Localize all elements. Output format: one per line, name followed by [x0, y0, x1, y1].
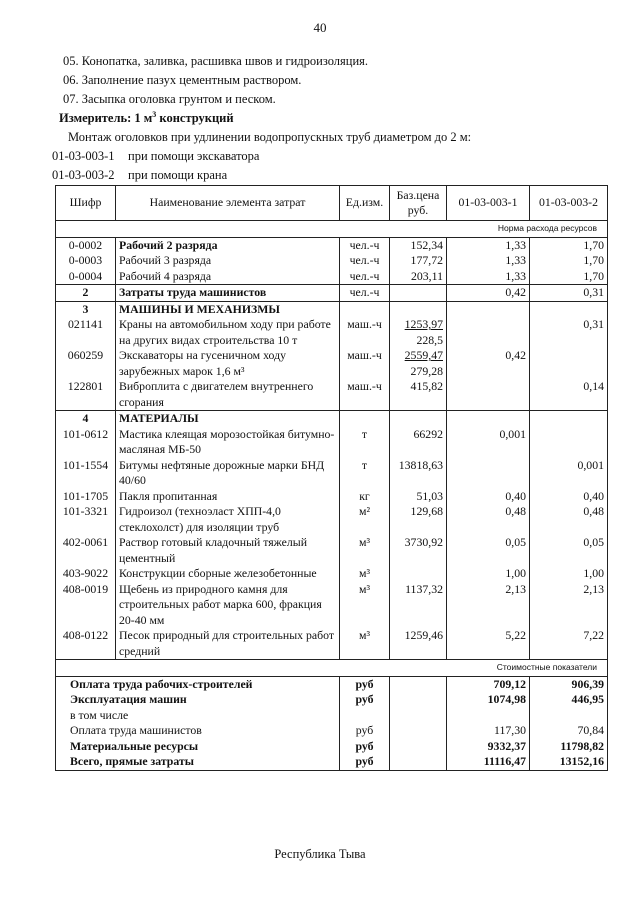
section-row: [56, 301, 608, 317]
table-row: [56, 582, 608, 629]
cell-name: Экскаваторы на гусеничном ходу зарубежных марок 1,6 м³: [116, 348, 340, 379]
section-row: [56, 411, 608, 427]
total-row: [56, 754, 608, 770]
cell-variant-1: 2,13: [447, 582, 530, 629]
cell-variant-1: 1,00: [447, 566, 530, 582]
total-variant-1: 117,30: [447, 723, 530, 739]
cell-name: Конструкции сборные железобетонные: [116, 566, 340, 582]
cell-code: 403-9022: [56, 566, 116, 582]
total-variant-1: 709,12: [447, 676, 530, 692]
total-variant-1: [447, 708, 530, 724]
cell-code: 101-3321: [56, 504, 116, 535]
total-label: Оплата труда рабочих-строителей: [56, 676, 340, 692]
total-variant-2: 11798,82: [530, 739, 608, 755]
footer-region: Республика Тыва: [274, 847, 366, 861]
cell-variant-2: [530, 348, 608, 379]
cell-code: 402-0061: [56, 535, 116, 566]
page-number: 40: [313, 20, 327, 35]
cell-price: [390, 285, 447, 302]
cell-price: 129,68: [390, 504, 447, 535]
variant-line: 01-03-003-2 при помощи крана: [52, 168, 228, 182]
cell-name: Виброплита с двигателем внутреннего сгорания: [116, 379, 340, 411]
total-variant-2: 446,95: [530, 692, 608, 708]
banner-costs-text: Стоимостные показатели: [56, 660, 608, 677]
cell-variant-2: 0,40: [530, 489, 608, 505]
header-name: Наименование элемента затрат: [116, 186, 340, 221]
total-row: [56, 692, 608, 708]
cell-price: 415,82: [390, 379, 447, 411]
cell-price: 152,34: [390, 237, 447, 253]
cell-name: Пакля пропитанная: [116, 489, 340, 505]
table-row: [56, 566, 608, 582]
cell-price: 66292: [390, 427, 447, 458]
cell-unit: кг: [340, 489, 390, 505]
cell-variant-2: 1,00: [530, 566, 608, 582]
header-unit: Ед.изм.: [340, 186, 390, 221]
banner-costs: [56, 660, 608, 677]
table-row: [56, 269, 608, 285]
cell-variant-2: 0,31: [530, 285, 608, 302]
cell-unit: маш.-ч: [340, 348, 390, 379]
total-label: Материальные ресурсы: [56, 739, 340, 755]
cell-price: [390, 317, 447, 348]
cell-unit: м³: [340, 535, 390, 566]
cell-variant-1: [447, 317, 530, 348]
variant-line: 01-03-003-1 при помощи экскаватора: [52, 149, 260, 163]
cell-variant-2: 2,13: [530, 582, 608, 629]
work-description: Монтаж оголовков при удлинении водопропускных труб диаметром до 2 м:: [68, 130, 472, 144]
cell-variant-1: 0,05: [447, 535, 530, 566]
cell-variant-1: [447, 301, 530, 317]
cell-name: Мастика клеящая морозостойкая битумно-масляная МБ-50: [116, 427, 340, 458]
total-variant-2: 70,84: [530, 723, 608, 739]
cell-name: Рабочий 4 разряда: [116, 269, 340, 285]
total-unit: руб: [340, 676, 390, 692]
table-row: [56, 427, 608, 458]
table-row: [56, 535, 608, 566]
cell-code: 408-0122: [56, 628, 116, 660]
total-price-empty: [390, 754, 447, 770]
total-unit: руб: [340, 692, 390, 708]
cell-variant-2: 1,70: [530, 237, 608, 253]
cell-code: 3: [56, 301, 116, 317]
cell-name: Затраты труда машинистов: [116, 285, 340, 302]
cell-variant-1: [447, 411, 530, 427]
total-variant-2: [530, 708, 608, 724]
cell-variant-1: 1,33: [447, 253, 530, 269]
cell-price: [390, 411, 447, 427]
cell-code: 4: [56, 411, 116, 427]
intro-block: [52, 52, 616, 185]
cell-unit: маш.-ч: [340, 379, 390, 411]
total-unit: [340, 708, 390, 724]
cell-variant-1: [447, 379, 530, 411]
cell-price: [390, 348, 447, 379]
header-code: Шифр: [56, 186, 116, 221]
table-row: [56, 379, 608, 411]
total-price-empty: [390, 676, 447, 692]
cell-unit: [340, 411, 390, 427]
cell-name: Гидроизол (техноэласт ХПП-4,0 стеклохолст) для изоляции труб: [116, 504, 340, 535]
total-label: Эксплуатация машин: [56, 692, 340, 708]
cell-code: 101-1554: [56, 458, 116, 489]
cell-unit: чел.-ч: [340, 237, 390, 253]
total-variant-1: 9332,37: [447, 739, 530, 755]
cell-unit: м³: [340, 566, 390, 582]
cell-name: Рабочий 3 разряда: [116, 253, 340, 269]
cell-variant-1: [447, 458, 530, 489]
cell-variant-1: 0,42: [447, 348, 530, 379]
cell-name: Битумы нефтяные дорожные марки БНД 40/60: [116, 458, 340, 489]
banner-norms: [56, 221, 608, 238]
cell-unit: чел.-ч: [340, 269, 390, 285]
cell-code: 0-0003: [56, 253, 116, 269]
resource-norms-table: [55, 185, 608, 771]
cell-code: 101-1705: [56, 489, 116, 505]
cell-name: Краны на автомобильном ходу при работе на других видах строительства 10 т: [116, 317, 340, 348]
cell-price: [390, 301, 447, 317]
work-step: 06. Заполнение пазух цементным раствором.: [63, 73, 302, 87]
header-variant-1: 01-03-003-1: [447, 186, 530, 221]
price-secondary: 279,28: [410, 363, 443, 378]
cell-variant-2: 7,22: [530, 628, 608, 660]
measure-unit: Измеритель: 1 $м^3$ конструкций: [59, 109, 234, 125]
cell-code: 021141: [56, 317, 116, 348]
total-row: [56, 723, 608, 739]
cell-variant-1: 0,42: [447, 285, 530, 302]
table-row: [56, 237, 608, 253]
cell-variant-2: [530, 411, 608, 427]
total-row: [56, 676, 608, 692]
cell-unit: чел.-ч: [340, 253, 390, 269]
table-header-row: [56, 186, 608, 221]
cell-variant-1: 0,40: [447, 489, 530, 505]
cell-unit: [340, 301, 390, 317]
cell-variant-2: 1,70: [530, 269, 608, 285]
price-main: 1253,97: [404, 317, 443, 331]
table-row: [56, 628, 608, 660]
cell-unit: чел.-ч: [340, 285, 390, 302]
cell-code: 2: [56, 285, 116, 302]
cell-variant-2: [530, 427, 608, 458]
total-variant-2: 13152,16: [530, 754, 608, 770]
cell-unit: м³: [340, 582, 390, 629]
work-step: 07. Засыпка оголовка грунтом и песком.: [63, 92, 276, 106]
cell-variant-1: 0,48: [447, 504, 530, 535]
total-unit: руб: [340, 723, 390, 739]
total-unit: руб: [340, 754, 390, 770]
total-label: Оплата труда машинистов: [56, 723, 340, 739]
work-step: 05. Конопатка, заливка, расшивка швов и гидроизоляция.: [63, 54, 369, 68]
total-variant-2: 906,39: [530, 676, 608, 692]
cell-variant-1: 1,33: [447, 237, 530, 253]
cell-variant-1: 1,33: [447, 269, 530, 285]
cell-price: 3730,92: [390, 535, 447, 566]
cell-code: 0-0004: [56, 269, 116, 285]
total-price-empty: [390, 723, 447, 739]
cell-unit: м²: [340, 504, 390, 535]
total-price-empty: [390, 692, 447, 708]
cell-variant-2: 0,31: [530, 317, 608, 348]
total-unit: руб: [340, 739, 390, 755]
cell-name: МАШИНЫ И МЕХАНИЗМЫ: [116, 301, 340, 317]
cell-variant-1: 0,001: [447, 427, 530, 458]
cell-name: Щебень из природного камня для строительных работ марка 600, фракция 20-40 мм: [116, 582, 340, 629]
header-price: Баз.цена руб.: [390, 186, 447, 221]
cell-price: 203,11: [390, 269, 447, 285]
total-label: Всего, прямые затраты: [56, 754, 340, 770]
price-main: 2559,47: [404, 348, 443, 362]
cell-price: 1259,46: [390, 628, 447, 660]
cell-variant-1: 5,22: [447, 628, 530, 660]
cell-unit: т: [340, 458, 390, 489]
cell-price: 13818,63: [390, 458, 447, 489]
cell-unit: маш.-ч: [340, 317, 390, 348]
table-row: [56, 489, 608, 505]
table-row: [56, 348, 608, 379]
cell-variant-2: [530, 301, 608, 317]
cell-name: Рабочий 2 разряда: [116, 237, 340, 253]
cell-unit: т: [340, 427, 390, 458]
cell-variant-2: 0,001: [530, 458, 608, 489]
cell-code: 060259: [56, 348, 116, 379]
cell-code: 101-0612: [56, 427, 116, 458]
cell-price: 1137,32: [390, 582, 447, 629]
cell-variant-2: 0,14: [530, 379, 608, 411]
cell-variant-2: 0,05: [530, 535, 608, 566]
table-row: [56, 504, 608, 535]
total-row: [56, 708, 608, 724]
cell-name: МАТЕРИАЛЫ: [116, 411, 340, 427]
cell-price: [390, 566, 447, 582]
price-secondary: 228,5: [416, 332, 443, 347]
total-label: в том числе: [56, 708, 340, 724]
cell-price: 177,72: [390, 253, 447, 269]
cell-variant-2: 1,70: [530, 253, 608, 269]
total-row: [56, 739, 608, 755]
cell-name: Песок природный для строительных работ средний: [116, 628, 340, 660]
total-variant-1: 1074,98: [447, 692, 530, 708]
total-price-empty: [390, 739, 447, 755]
header-variant-2: 01-03-003-2: [530, 186, 608, 221]
table-row: [56, 253, 608, 269]
cell-name: Раствор готовый кладочный тяжелый цементный: [116, 535, 340, 566]
banner-norms-text: Норма расхода ресурсов: [56, 221, 608, 238]
total-price-empty: [390, 708, 447, 724]
cell-code: 408-0019: [56, 582, 116, 629]
cell-code: 0-0002: [56, 237, 116, 253]
table-row: [56, 317, 608, 348]
cell-price: 51,03: [390, 489, 447, 505]
table-row: [56, 458, 608, 489]
cell-variant-2: 0,48: [530, 504, 608, 535]
total-variant-1: 11116,47: [447, 754, 530, 770]
cell-code: 122801: [56, 379, 116, 411]
table-row: [56, 285, 608, 302]
cell-unit: м³: [340, 628, 390, 660]
